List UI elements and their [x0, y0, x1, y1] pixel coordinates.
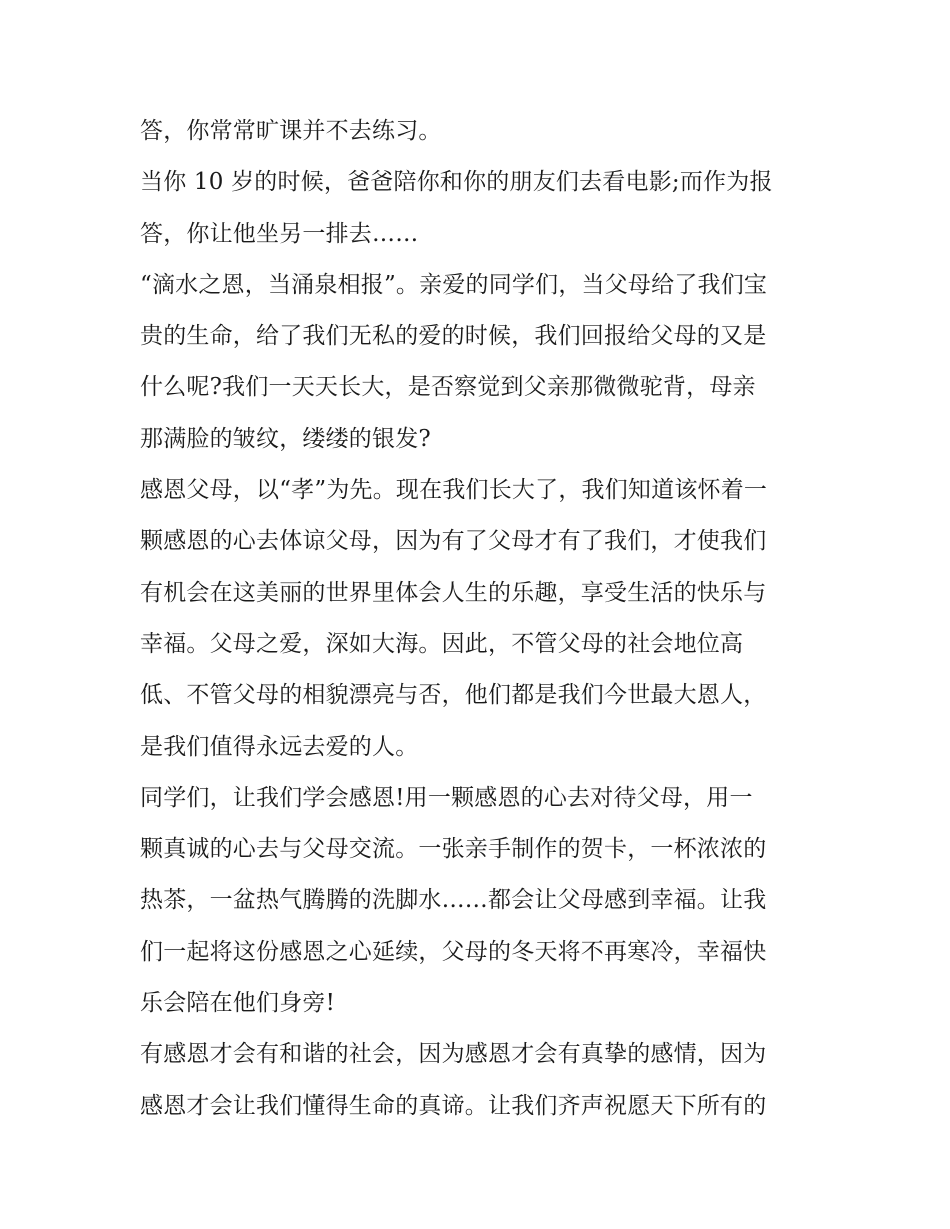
text-line: 颗感恩的心去体谅父母，因为有了父母才有了我们，才使我们: [140, 528, 767, 555]
text-line: 贵的生命，给了我们无私的爱的时候，我们回报给父母的又是: [140, 323, 767, 350]
document-body: [140, 106, 820, 1132]
text-line: 有机会在这美丽的世界里体会人生的乐趣，享受生活的快乐与: [140, 579, 767, 606]
text-line: 感恩才会让我们懂得生命的真谛。让我们齐声祝愿天下所有的: [140, 1092, 767, 1119]
text-line: 幸福。父母之爱，深如大海。因此，不管父母的社会地位高: [140, 630, 744, 657]
text-line: “滴水之恩，当涌泉相报”。亲爱的同学们，当父母给了我们宝: [140, 271, 768, 298]
text-line: 什么呢?我们一天天长大，是否察觉到父亲那微微驼背，母亲: [140, 374, 756, 401]
text-line: 那满脸的皱纹，缕缕的银发?: [140, 425, 431, 452]
text-line: 感恩父母，以“孝”为先。现在我们长大了，我们知道该怀着一: [140, 477, 768, 504]
text-line: 同学们，让我们学会感恩!用一颗感恩的心去对待父母，用一: [140, 784, 753, 811]
text-line: 颗真诚的心去与父母交流。一张亲手制作的贺卡，一杯浓浓的: [140, 836, 767, 863]
text-line: 们一起将这份感恩之心延续，父母的冬天将不再寒冷，幸福快: [140, 938, 767, 965]
text-line: 有感恩才会有和谐的社会，因为感恩才会有真挚的感情，因为: [140, 1041, 767, 1068]
text-line: 低、不管父母的相貌漂亮与否，他们都是我们今世最大恩人，: [140, 682, 767, 709]
text-line: 乐会陪在他们身旁!: [140, 990, 336, 1017]
text-line: 答，你让他坐另一排去……: [140, 220, 419, 247]
text-line: 当你 10 岁的时候，爸爸陪你和你的朋友们去看电影;而作为报: [140, 169, 773, 196]
text-line: 答，你常常旷课并不去练习。: [140, 118, 442, 144]
text-line: 热茶，一盆热气腾腾的洗脚水……都会让父母感到幸福。让我: [140, 887, 767, 914]
text-line: 是我们值得永远去爱的人。: [140, 733, 419, 760]
